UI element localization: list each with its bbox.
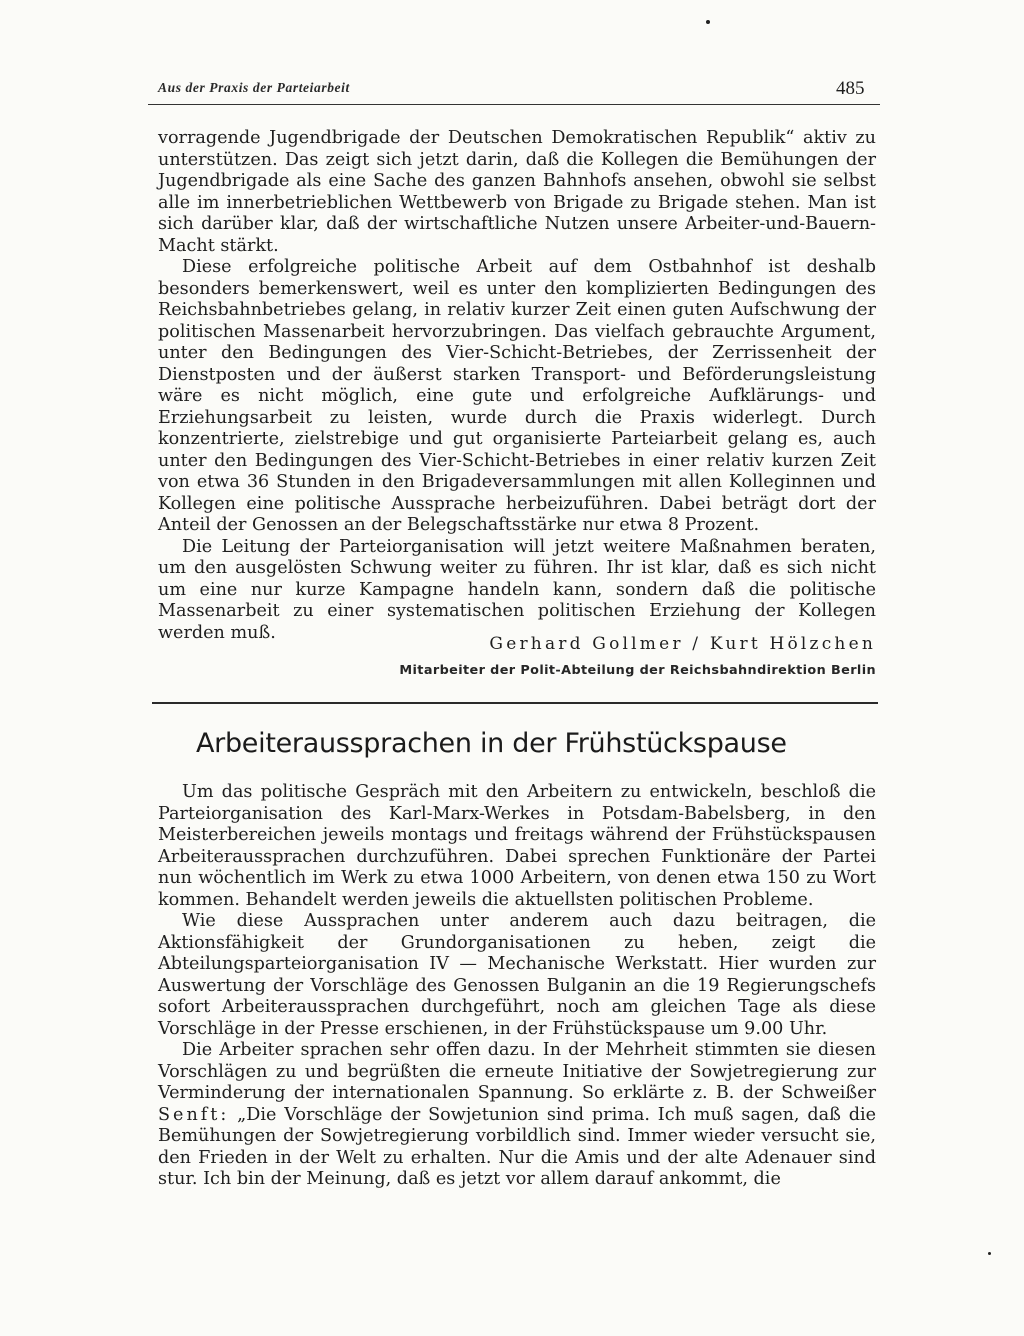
article-2-title: Arbeiteraussprachen in der Frühstückspause bbox=[196, 728, 787, 759]
article-2-paragraph: Um das politische Gespräch mit den Arbeitern zu entwickeln, beschloß die Parteiorganisation des Karl-Marx-Werkes in Potsdam-Babelsberg, in den Meisterbereichen jeweils montags und freitags während der Frühstückspausen Arbeiteraussprachen durchzuführen. Dabei sprechen Funktionäre der Partei nun wöchentlich im Werk zu etwa 1000 Arbeitern, von denen etwa 150 zu Wort kommen. Behandelt werden jeweils die aktuellsten politischen Probleme. bbox=[158, 782, 876, 910]
article-1-paragraph: vorragende Jugendbrigade der Deutschen Demokratischen Republik“ aktiv zu unterstützen. Das zeigt sich jetzt darin, daß die Kollegen die Bemühungen der Jugendbrigade als eine Sache des ganzen Bahnhofs ansehen, obwohl sie selbst alle im innerbetrieblichen Wettbewerb von Brigade zu Brigade stehen. Man ist sich darüber klar, daß der wirtschaftliche Nutzen unsere Arbeiter-und-Bauern-Macht stärkt. bbox=[158, 128, 876, 256]
article-2-paragraph-quote bbox=[158, 1040, 876, 1191]
article-1-paragraph: Diese erfolgreiche politische Arbeit auf dem Ostbahnhof ist deshalb besonders bemerkenswert, weil es unter den komplizierten Bedingungen des Reichsbahnbetriebes gelang, in relativ kurzer Zeit einen guten Aufschwung der politischen Massenarbeit hervorzubringen. Das vielfach gebrauchte Argument, unter den Bedingungen des Vier-Schicht-Betriebes, der Zerrissenheit der Dienstposten und der äußerst starken Transport- und Beförderungsleistung wäre es nicht möglich, eine gute und erfolgreiche Aufklärungs- und Erziehungsarbeit zu leisten, wurde durch die Praxis widerlegt. Durch konzentrierte, zielstrebige und gut organisierte Parteiarbeit gelang es, auch unter den Bedingungen des Vier-Schicht-Betriebes in einer relativ kurzen Zeit von etwa 36 Stunden in den Brigadeversammlungen mit allen Kolleginnen und Kollegen eine politische Aussprache herbeizuführen. Dabei beträgt dort der Anteil der Genossen an der Belegschaftsstärke nur etwa 8 Prozent. bbox=[158, 257, 876, 535]
running-head: Aus der Praxis der Parteiarbeit bbox=[158, 80, 350, 95]
scan-speck bbox=[706, 20, 710, 24]
scan-speck bbox=[988, 1252, 991, 1255]
quoted-person-name: Senft: bbox=[158, 1104, 230, 1125]
author-signature: Gerhard Gollmer / Kurt Hölzchen bbox=[489, 634, 876, 654]
article-1-body bbox=[158, 128, 876, 644]
section-divider bbox=[152, 702, 878, 704]
quote-intro: Die Arbeiter sprachen sehr offen dazu. In der Mehrheit stimmten sie diesen Vorschlägen zu und begrüßten die erneute Initiative der Sowjetregierung zur Verminderung der internationalen Spannung. So erklärte z. B. der Schweißer bbox=[158, 1040, 876, 1103]
quote-text: „Die Vorschläge der Sowjetunion sind prima. Ich muß sagen, daß die Bemühungen der Sowjetregierung vorbildlich sind. Immer wieder versucht sie, den Frieden in der Welt zu erhalten. Nur die Amis und der alte Adenauer sind stur. Ich bin der Meinung, daß es jetzt vor allem darauf ankommt, die bbox=[158, 1104, 876, 1189]
article-1-paragraph: Die Leitung der Parteiorganisation will jetzt weitere Maßnahmen beraten, um den ausgelösten Schwung weiter zu führen. Ihr ist klar, daß es sich nicht um eine nur kurze Kampagne handeln kann, sondern daß die politische Massenarbeit zu einer systematischen politischen Erziehung der Kollegen werden muß. bbox=[158, 536, 876, 643]
article-2-paragraph: Wie diese Aussprachen unter anderem auch dazu beitragen, die Aktionsfähigkeit der Grundorganisationen zu heben, zeigt die Abteilungsparteiorganisation IV — Mechanische Werkstatt. Hier wurden zur Auswertung der Vorschläge des Genossen Bulganin an die 19 Regierungschefs sofort Arbeiteraussprachen durchgeführt, noch am gleichen Tage als diese Vorschläge in der Presse erschienen, in der Frühstückspause um 9.00 Uhr. bbox=[158, 911, 876, 1039]
page-number: 485 bbox=[836, 78, 865, 99]
article-2-body bbox=[158, 782, 876, 1191]
header-rule bbox=[148, 104, 880, 105]
author-affiliation: Mitarbeiter der Polit-Abteilung der Reichsbahndirektion Berlin bbox=[399, 663, 876, 678]
